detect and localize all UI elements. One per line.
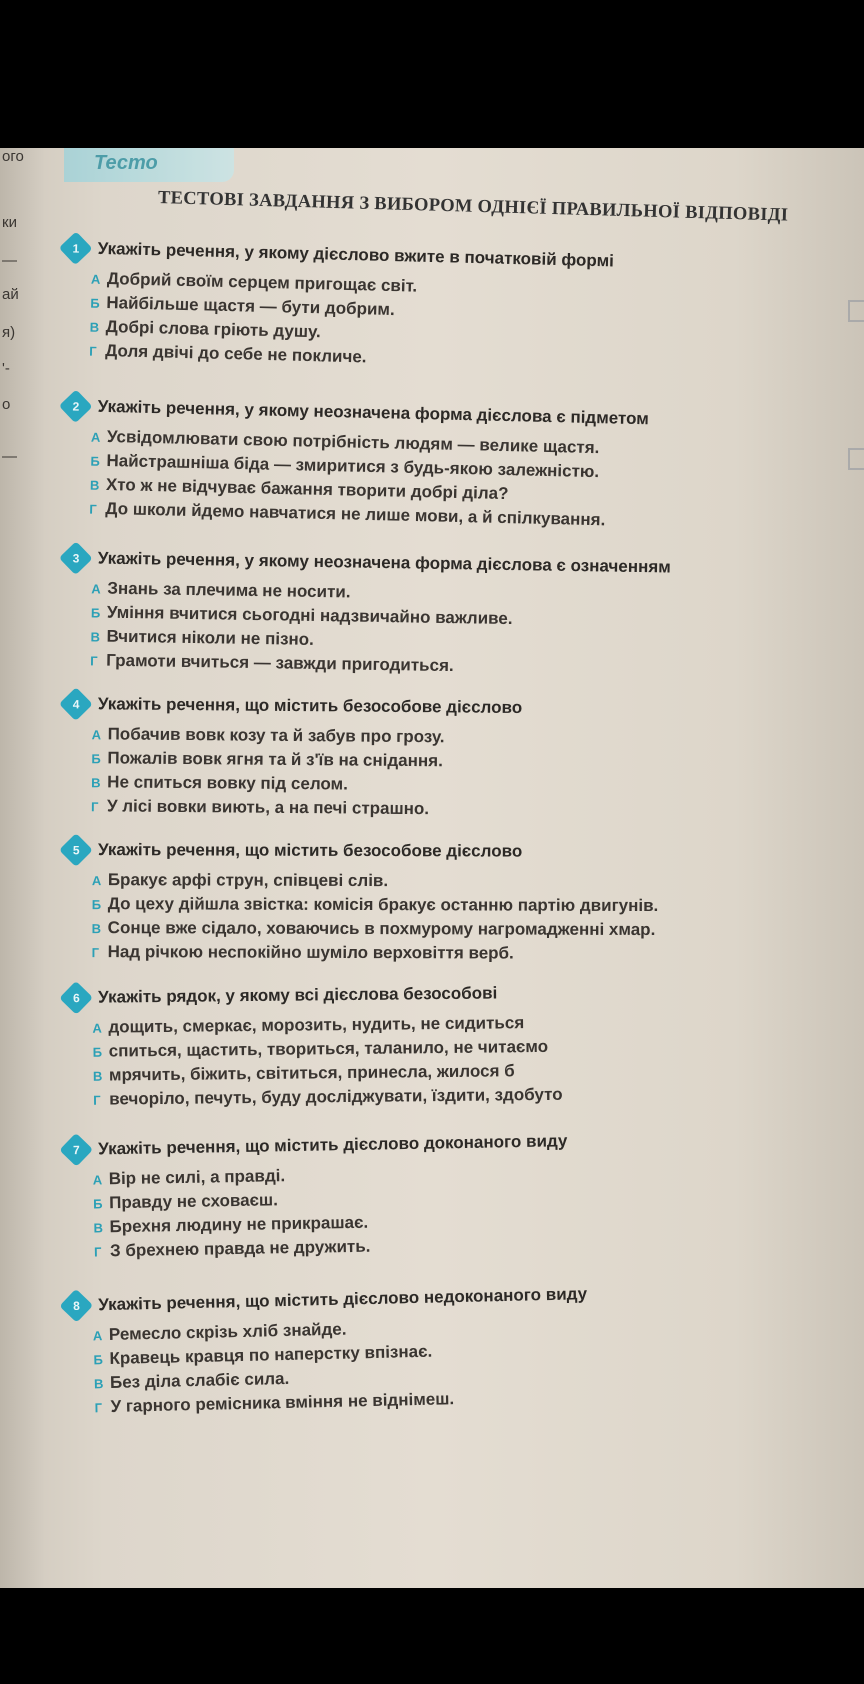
- question-text: Укажіть речення, що містить безособове дієслово: [97, 694, 523, 717]
- option-text: Уміння вчитися сьогодні надзвичайно важливе.: [106, 602, 513, 629]
- option-text: Вір не силі, а правді.: [108, 1166, 286, 1189]
- question-header: [64, 692, 854, 723]
- option-letter: Г: [89, 343, 97, 359]
- answer-options: [90, 578, 853, 686]
- option-letter: Б: [90, 295, 100, 311]
- question-number-badge: [59, 1133, 93, 1167]
- question-number: 8: [72, 1298, 80, 1313]
- option-letter: Б: [90, 453, 100, 469]
- option-text: Брехня людину не прикрашає.: [109, 1212, 369, 1237]
- option-letter: Б: [90, 605, 101, 621]
- option-letter: Г: [93, 1092, 101, 1108]
- option-text: Знань за плечима не носити.: [107, 578, 351, 602]
- option-text: До школи йдемо навчатися не лише мови, а й спілкування.: [105, 498, 606, 530]
- option-letter: А: [92, 1172, 103, 1188]
- strip-fragment: ай: [2, 286, 19, 303]
- section-header-tab: [64, 148, 234, 182]
- option-letter: В: [93, 1376, 104, 1392]
- answer-options: [92, 870, 854, 969]
- strip-fragment: —: [2, 252, 17, 269]
- option-text: У гарного ремісника вміння не віднімеш.: [110, 1389, 455, 1416]
- option-text: мрячить, біжить, світиться, принесла, жилося б: [108, 1061, 515, 1085]
- previous-page-edge: [0, 148, 44, 1588]
- strip-fragment: ки: [2, 214, 17, 231]
- answer-options: [93, 1308, 857, 1421]
- option-letter: В: [92, 1068, 103, 1084]
- option-letter: В: [89, 319, 100, 335]
- question-header: [64, 1124, 854, 1162]
- option-text: Бракує арфі струн, співцеві слів.: [107, 870, 389, 891]
- question-block: [64, 1276, 857, 1422]
- question-text: Укажіть речення, у якому неозначена форма дієслова є означенням: [97, 548, 672, 577]
- option-text: Пожалів вовк ягня та й з'їв на снідання.: [107, 748, 443, 771]
- option-letter: А: [92, 1020, 102, 1036]
- question-header: [64, 978, 854, 1010]
- question-text: Укажіть речення, у якому неозначена форма дієслова є підметом: [97, 396, 650, 429]
- option-letter: Г: [90, 653, 98, 669]
- option-text: дощить, смеркає, морозить, нудить, не сидиться: [108, 1013, 525, 1037]
- question-number-badge: [59, 981, 93, 1015]
- question-number: 3: [72, 551, 80, 566]
- option-letter: А: [92, 1328, 103, 1344]
- option-letter: Г: [90, 799, 99, 815]
- answer-options: [89, 427, 853, 540]
- option-text: Побачив вовк козу та й забув про грозу.: [107, 724, 445, 747]
- option-text: Над річкою неспокійно шуміло верховіття верб.: [107, 942, 514, 963]
- question-block: [64, 838, 854, 969]
- question-number: 7: [72, 1142, 80, 1157]
- option-letter: А: [90, 429, 101, 445]
- answer-option: [92, 870, 854, 897]
- option-text: Сонце вже сідало, ховаючись в похмурому нагромадженні хмар.: [107, 918, 656, 940]
- option-letter: Б: [91, 897, 102, 913]
- option-letter: Г: [93, 1244, 102, 1260]
- question-number-badge: [59, 687, 93, 721]
- question-number-badge: [59, 541, 93, 575]
- option-letter: Г: [91, 945, 100, 961]
- question-block: [64, 1124, 856, 1266]
- question-text: Укажіть рядок, у якому всі дієслова безособові: [98, 983, 498, 1007]
- option-text: Добрі слова гріють душу.: [105, 317, 321, 342]
- question-number-badge: [59, 231, 93, 265]
- answer-option: [92, 942, 854, 969]
- option-text: Добрий своїм серцем пригощає світ.: [106, 269, 418, 296]
- option-letter: А: [91, 727, 102, 743]
- option-letter: А: [91, 873, 102, 889]
- answer-options: [89, 269, 853, 384]
- question-number-badge: [59, 389, 93, 423]
- option-text: Без діла слабіє сила.: [109, 1368, 290, 1392]
- question-text: Укажіть речення, у якому дієслово вжите в початковій формі: [97, 238, 615, 271]
- option-letter: А: [91, 581, 101, 597]
- question-number: 1: [72, 241, 80, 256]
- option-text: вечоріло, печуть, буду досліджувати, їздити, здобуто: [109, 1084, 563, 1109]
- question-block: [61, 236, 854, 383]
- option-text: Кравець кравця по наперстку впізнає.: [109, 1341, 433, 1368]
- option-text: Усвідомлювати свою потрібність людям — велике щастя.: [106, 426, 600, 458]
- strip-fragment: —: [2, 448, 17, 465]
- option-text: Доля двічі до себе не покличе.: [104, 341, 367, 367]
- question-text: Укажіть речення, що містить дієслово недоконаного виду: [98, 1284, 588, 1315]
- option-text: До цеху дійшла звістка: комісія бракує останню партію двигунів.: [107, 894, 659, 916]
- option-text: Найбільше щастя — бути добрим.: [106, 293, 395, 320]
- option-letter: В: [91, 921, 102, 937]
- question-text: Укажіть речення, що містить дієслово доконаного виду: [98, 1131, 568, 1159]
- question-text: Укажіть речення, що містить безособове дієслово: [97, 840, 523, 861]
- option-text: Ремесло скрізь хліб знайде.: [108, 1319, 347, 1344]
- strip-fragment: '-: [2, 360, 10, 377]
- option-letter: Б: [92, 1044, 103, 1060]
- answer-option: [92, 894, 854, 921]
- option-text: У лісі вовки виють, а на печі страшно.: [106, 796, 430, 819]
- strip-fragment: я): [2, 324, 16, 341]
- option-text: Найстрашніша біда — змиритися з будь-якою залежністю.: [106, 450, 600, 482]
- option-text: З брехнею правда не дружить.: [109, 1236, 371, 1261]
- question-header: [64, 546, 854, 582]
- answer-options: [92, 1010, 855, 1114]
- option-text: Вчитися ніколи не пізно.: [106, 626, 315, 649]
- option-letter: Б: [93, 1352, 104, 1368]
- answer-option: [92, 918, 854, 945]
- question-header: [64, 838, 854, 865]
- option-text: Не спиться вовку під селом.: [107, 772, 348, 794]
- strip-fragment: о: [2, 396, 11, 413]
- option-text: Правду не сховаєш.: [108, 1190, 279, 1213]
- option-text: Хто ж не відчуває бажання творити добрі діла?: [105, 474, 509, 504]
- page-title: ТЕСТОВІ ЗАВДАННЯ З ВИБОРОМ ОДНІЄЇ ПРАВИЛЬНОЇ ВІДПОВІДІ: [157, 188, 789, 226]
- option-letter: Б: [91, 751, 101, 767]
- header-tab-label: Тесто: [94, 152, 158, 174]
- book-page: [0, 148, 864, 1588]
- option-letter: Г: [89, 501, 97, 517]
- question-block: [62, 546, 854, 686]
- question-block: [63, 692, 854, 827]
- question-number-badge: [59, 1289, 93, 1323]
- option-letter: В: [89, 477, 100, 493]
- option-text: Грамоти вчиться — завжди пригодиться.: [106, 650, 454, 676]
- option-letter: В: [91, 775, 101, 791]
- question-block: [64, 978, 855, 1114]
- question-number: 4: [72, 697, 80, 712]
- question-number: 5: [72, 843, 80, 858]
- strip-fragment: ого: [2, 148, 24, 165]
- question-number: 6: [72, 990, 80, 1005]
- answer-options: [93, 1156, 857, 1265]
- option-letter: В: [93, 1220, 104, 1236]
- option-letter: Б: [93, 1196, 103, 1212]
- question-number-badge: [59, 833, 93, 867]
- option-letter: Г: [94, 1400, 103, 1416]
- option-letter: В: [90, 629, 101, 645]
- question-block: [61, 394, 854, 540]
- option-letter: А: [90, 271, 101, 287]
- answer-options: [91, 724, 854, 827]
- option-text: спиться, щастить, твориться, таланило, не читаємо: [108, 1036, 549, 1061]
- question-number: 2: [72, 399, 80, 414]
